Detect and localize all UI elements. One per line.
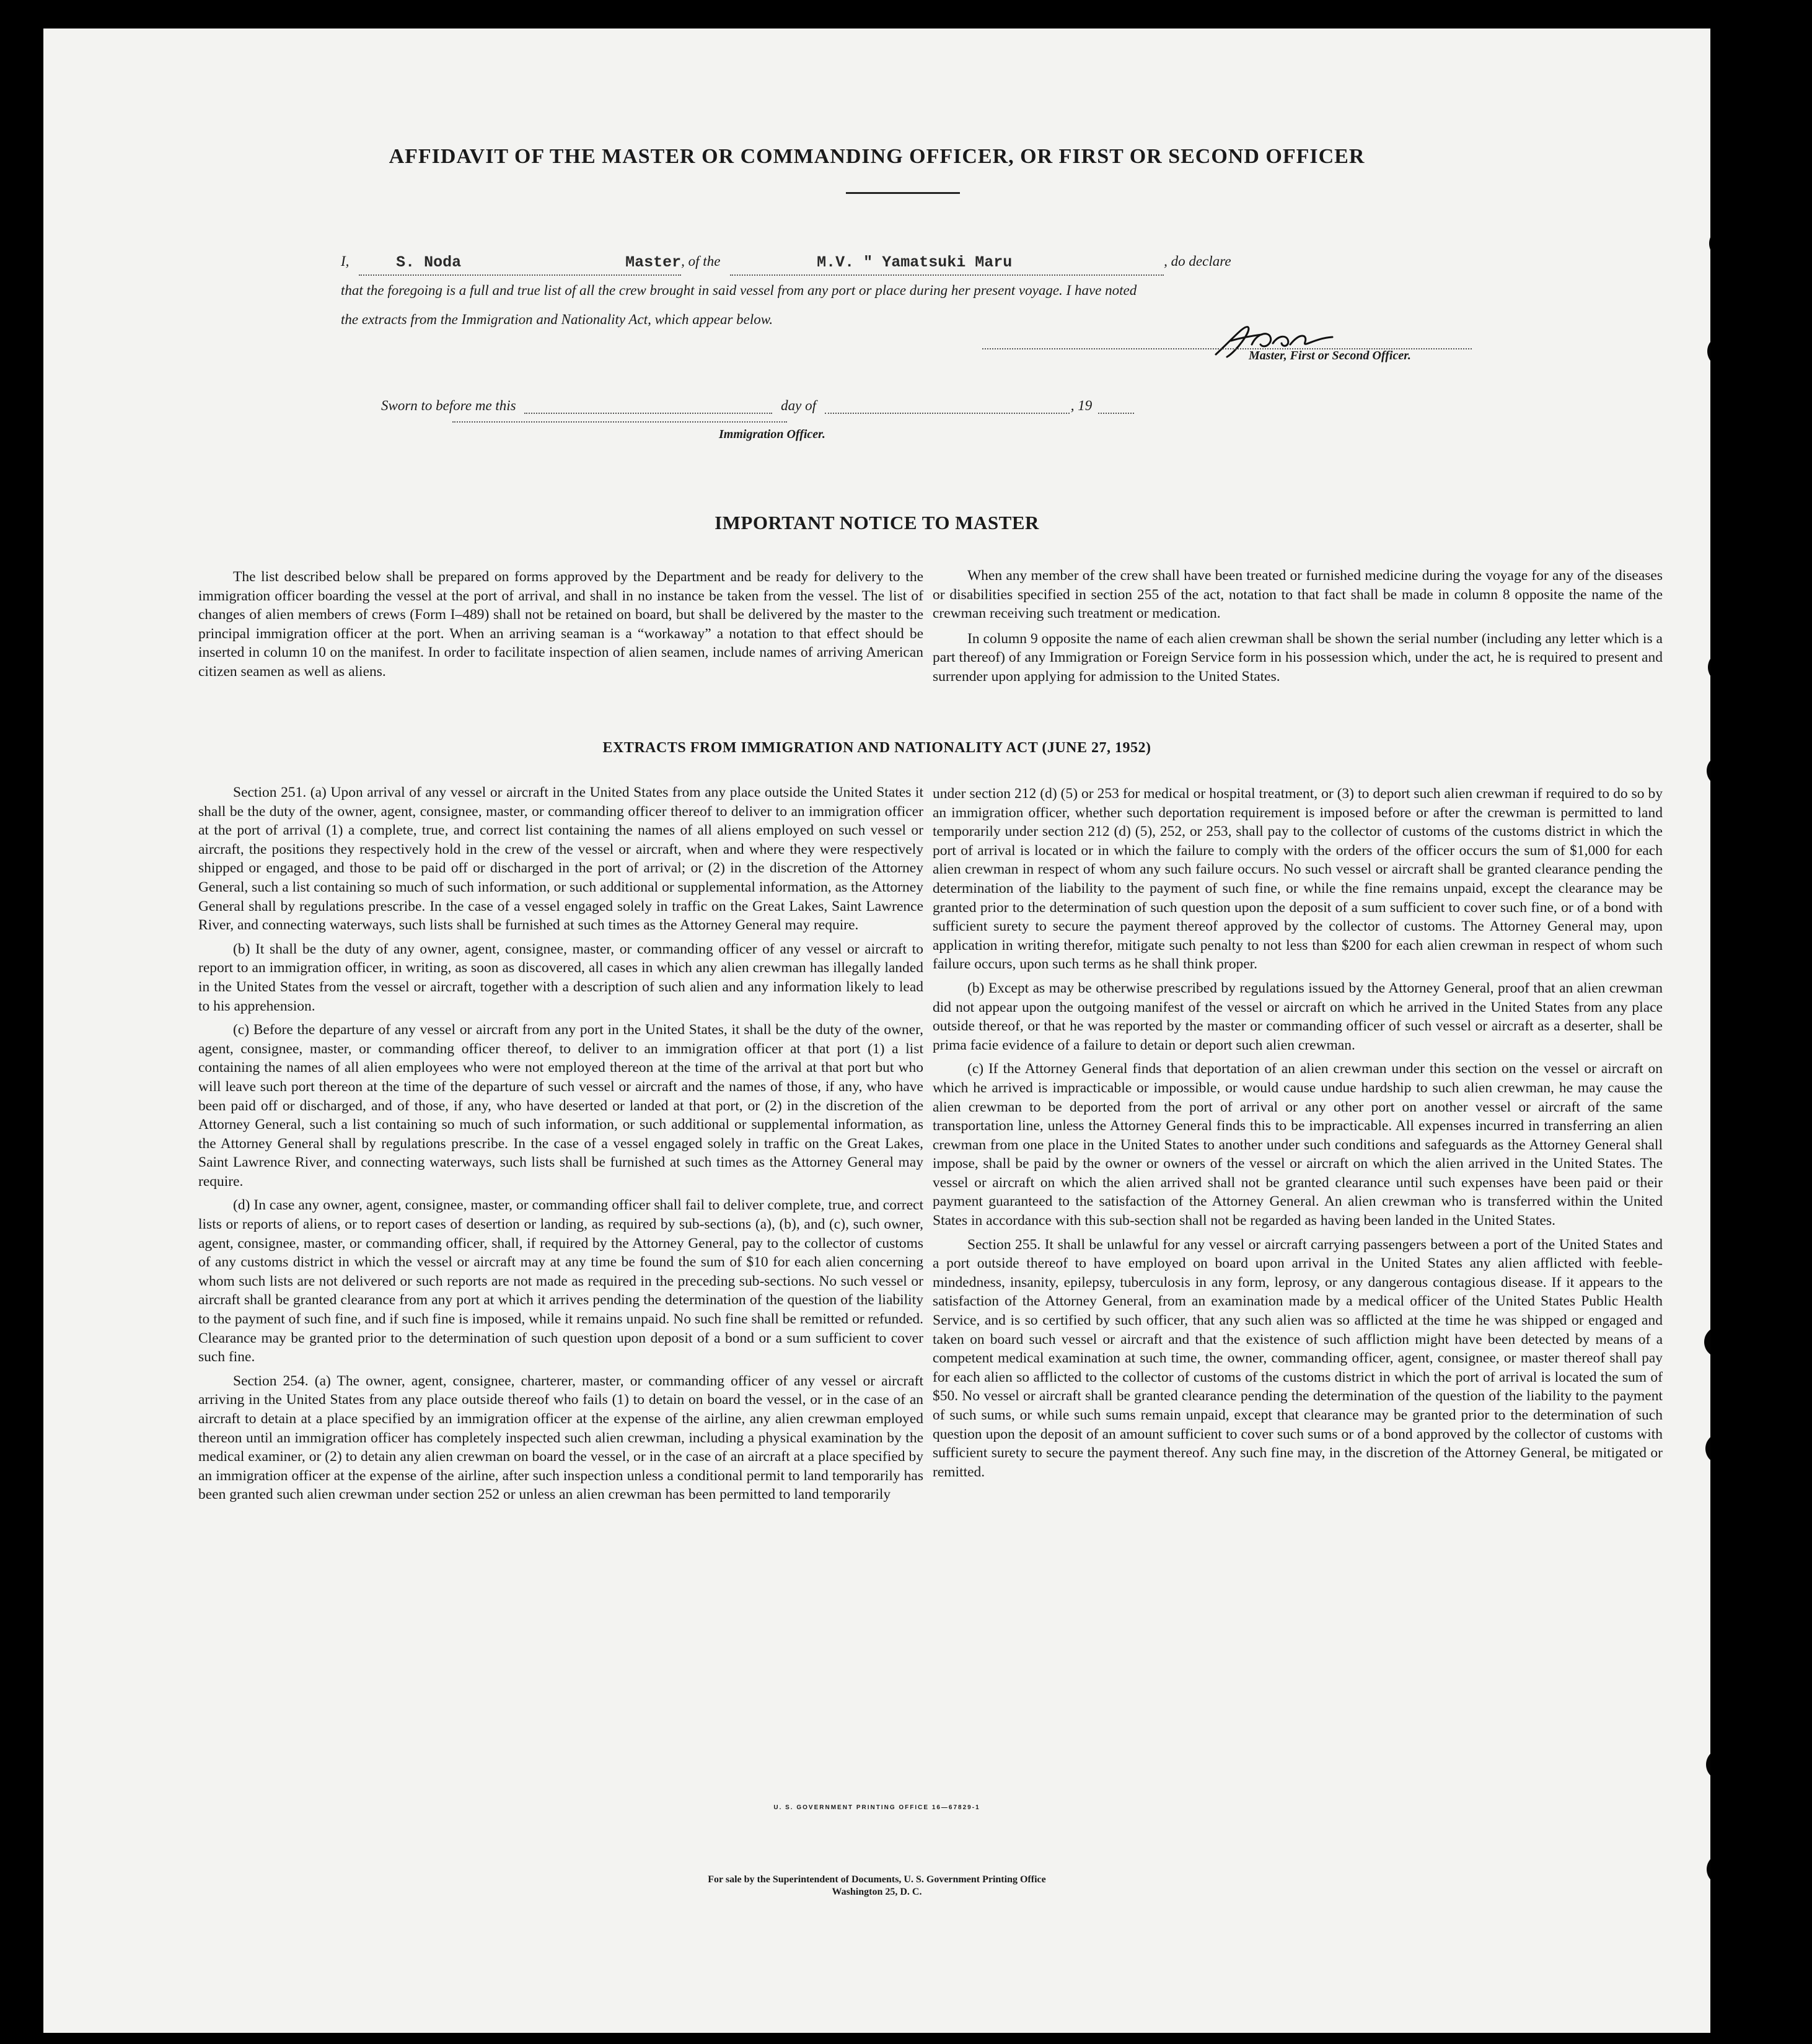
signature-caption: Master, First or Second Officer. [1249, 349, 1411, 362]
sworn-year-field [1098, 394, 1134, 414]
punch-hole [1707, 755, 1710, 786]
sale-line-2: Washington 25, D. C. [832, 1887, 922, 1897]
extracts-right-column [933, 784, 1663, 1486]
day-of-label: day of [781, 398, 816, 413]
sworn-line [381, 394, 1134, 414]
section-251-b: (b) It shall be the duty of any owner, agent, consignee, master, or commanding officer of any vessel or aircraft to report to an immigration officer, in writing, as soon as discovered, all cases in which any alien crewman has illegally landed in the United States from the vessel or aircraft, together with a description of such alien and any information likely to lead to his apprehension. [198, 941, 923, 1014]
officer-name-field [359, 253, 682, 276]
printing-office-line: U. S. GOVERNMENT PRINTING OFFICE 16—67829-1 [773, 1804, 980, 1811]
sale-notice [43, 1874, 1710, 1898]
of-the-label: , of the [681, 253, 721, 269]
section-255: Section 255. It shall be unlawful for any vessel or aircraft carrying passengers between a port of the United States and a port outside thereof to have employed on board upon arrival in the United States any alien afflicted with feeble-mindedness, insanity, epilepsy, tuberculosis in any form, leprosy, or any dangerous contagious disease. If it appears to the satisfaction of the Attorney General, from an examination made by a medical officer of the United States Public Health Service, and is so certified by such officer, that any such alien was so afflicted at the time he was shipped or engaged and taken on board such vessel or aircraft and that the existence of such affliction might have been detected by means of a competent medical examination at such time, the owner, commanding officer, agent, consignee, or master thereof shall pay for each alien so afflicted to the collector of customs of the customs district in which the port of arrival is located the sum of $50. No vessel or aircraft shall be granted clearance pending the determination of the question of the liability to the payment of such sums, or while such sums remain unpaid, except that clearance may be granted prior to the determination of such question upon the deposit of an amount sufficient to cover such sums or of a bond approved by the collector of customs with sufficient surety to secure the payment thereof. Any such fine may, in the discretion of the Attorney General, be mitigated or remitted. [933, 1236, 1663, 1480]
section-251-d: (d) In case any owner, agent, consignee, master, or commanding officer shall fail to deliver complete, true, and correct lists or reports of aliens, or to report cases of desertion or landing, as required by sub-sections (a), (b), and (c), such owner, agent, consignee, master, or commanding officer, shall, if required by the Attorney General, pay to the collector of customs of any customs district in which the vessel or aircraft may at any time be found the sum of $10 for each alien concerning whom such lists are not delivered or such reports are not made as required in the preceding sub-sections. No such vessel or aircraft shall be granted clearance from any port at which it arrives pending the determination of the question of the liability to the payment of such fine, and if such fine is imposed, while it remains unpaid. No such fine shall be remitted or refunded. Clearance may be granted prior to the determination of such question upon deposit of a bond or a sum sufficient to cover such fine. [198, 1197, 923, 1366]
section-251-c: (c) Before the departure of any vessel or aircraft from any port in the United States, it shall be the duty of the owner, agent, consignee, master, or commanding officer thereof, to deliver to an immigration officer at that port (1) a list containing the names of all alien employees who were not employed thereon at the time of the arrival at that port but who will leave such port thereon at the time of the departure of such vessel or aircraft and the names of those, if any, who have been paid off or discharged, and of those, if any, who have deserted or landed at that port, or (2) in the discretion of the Attorney General, such a list containing so much of such information, or such additional or supplemental information, as the Attorney General shall by regulations prescribe. In the case of a vessel engaged solely in traffic on the Great Lakes, Saint Lawrence River, and connecting waterways, such lists shall be furnished at such times as the Attorney General may require. [198, 1022, 923, 1190]
section-254-c: (c) If the Attorney General finds that deportation of an alien crewman under this section on the vessel or aircraft on which he arrived is impracticable or impossible, or would cause undue hardship to such alien crewman, he may cause the alien crewman to be deported from the port of arrival or any other port on another vessel or aircraft of the same transportation line, unless the Attorney General finds this to be impracticable. All expenses incurred in transferring an alien crewman from one place in the United States to another under such conditions and safeguards as the Attorney General shall impose, shall be paid by the owner or owners of the vessel or aircraft on which the alien arrived in the United States. The vessel or aircraft on which the alien arrived shall not be granted clearance until such expenses have been paid or their payment guaranteed to the satisfaction of the Attorney General. An alien crewman who is transferred within the United States in accordance with this sub-section shall not be regarded as having been landed in the United States. [933, 1061, 1663, 1229]
year-label: , 19 [1070, 398, 1093, 413]
punch-hole [1706, 1749, 1710, 1780]
affidavit-page [43, 29, 1710, 2033]
immigration-officer-caption: Immigration Officer. [719, 428, 825, 441]
sale-line-1: For sale by the Superintendent of Documents, U. S. Government Printing Office [708, 1874, 1046, 1885]
section-254-b: (b) Except as may be otherwise prescribed by regulations issued by the Attorney General, proof that an alien crewman did not appear upon the outgoing manifest of the vessel or aircraft on which he arrived in the United States from any place outside thereof, or that he was reported by the master or commanding officer of such vessel or aircraft as a deserter, shall be prima facie evidence of a failure to detain or deport such alien crewman. [933, 980, 1663, 1053]
officer-name: S. Noda [396, 253, 462, 271]
title-divider [846, 192, 960, 194]
punch-hole [1704, 1327, 1710, 1358]
notice-paragraph: When any member of the crew shall have been treated or furnished medicine during the voyage for any of the diseases or disabilities specified in section 255 of the act, notation to that fact shall be made in column 8 opposite the name of the crewman receiving such treatment or medication. [933, 568, 1663, 622]
punch-hole [1709, 228, 1710, 259]
extracts-title: EXTRACTS FROM IMMIGRATION AND NATIONALITY ACT (JUNE 27, 1952) [602, 740, 1151, 756]
punch-hole [1705, 1433, 1710, 1464]
section-254-a-continued: under section 212 (d) (5) or 253 for medical or hospital treatment, or (3) to deport such alien crewman if required to do so by an immigration officer, whether such deportation requirement is imposed before or after the crewman is permitted to land temporarily under section 212 (d) (5), 252, or 253, shall pay to the collector of customs of the customs district in which the port of arrival is located or in which the failure to comply with the orders of the officer occurs the sum of $1,000 for each alien crewman in respect of whom any such failure occurs. No such vessel or aircraft shall be granted clearance pending the determination of the liability to the payment of such fine, or while the fine remains unpaid, except the clearance may be granted prior to the determination of such question upon the deposit of a sum sufficient to cover such fine, or of a bond with sufficient surety to secure the payment thereof approved by the collector of customs. The Attorney General may, upon application in writing therefor, mitigate such penalty to not less than $200 for each alien crewman in respect of whom such failure occurs, upon such terms as he shall think proper. [933, 786, 1663, 973]
extracts-left-column [198, 783, 923, 1509]
section-254-a: Section 254. (a) The owner, agent, consignee, charterer, master, or commanding officer of any vessel or aircraft arriving in the United States from any place outside thereof who fails (1) to detain on board the vessel, or in the case of an aircraft to detain at a place specified by an immigration officer at the expense of the airline, any alien crewman employed thereon until an immigration officer has completely inspected such alien crewman, including a physical examination by the medical examiner, or (2) to detain any alien crewman on board the vessel, or in the case of an aircraft at a place specified by an immigration officer at the expense of the airline, after such inspection unless a conditional permit to land temporarily has been granted such alien crewman under section 252 or unless an alien crewman has been permitted to land temporarily [198, 1372, 923, 1503]
vessel-name-field [730, 253, 1164, 276]
sworn-day-field [524, 394, 772, 414]
immigration-officer-line [452, 421, 787, 423]
declaration-line-1 [341, 247, 1512, 276]
affidavit-title: AFFIDAVIT OF THE MASTER OR COMMANDING OFFICER, OR FIRST OR SECOND OFFICER [389, 145, 1365, 168]
vessel-name: M.V. " Yamatsuki Maru [817, 253, 1013, 271]
notice-left-column [198, 568, 923, 686]
declaration-line-2: that the foregoing is a full and true list of all the crew brought in said vessel from any port or place during her present voyage. I have noted [341, 283, 1137, 298]
punch-hole [1708, 652, 1710, 683]
section-251-a: Section 251. (a) Upon arrival of any vessel or aircraft in the United States from any place outside the United States it shall be the duty of the owner, agent, consignee, master, or commanding officer thereof to deliver to an immigration officer at the port of arrival (1) a complete, true, and correct list containing the names of all aliens employed on such vessel or aircraft, the positions they respectively hold in the crew of the vessel or aircraft, when and where they were respectively shipped or engaged, and those to be paid off or discharged in the port of arrival; or (2) in the discretion of the Attorney General, such a list containing so much of such information, or such additional or supplemental information, as the Attorney General shall by regulations prescribe. In the case of a vessel engaged solely in traffic on the Great Lakes, Saint Lawrence River, and connecting waterways, such lists shall be furnished at such times as the Attorney General may require. [198, 784, 923, 934]
sworn-label: Sworn to before me this [381, 398, 516, 413]
notice-paragraph: The list described below shall be prepared on forms approved by the Department and be ready for delivery to the immigration officer boarding the vessel at the port of arrival, and shall in no instance be taken from the vessel. The list of changes of alien members of crews (Form I–489) shall not be retained on board, but shall be delivered by the master to the principal immigration officer at the port. When an arriving seaman is a “workaway” a notation to that effect should be inserted in column 10 on the manifest. In order to facilitate inspection of alien seamen, include names of arriving American citizen seamen as well as aliens. [198, 569, 923, 680]
declaration-suffix: , do declare [1164, 253, 1231, 269]
notice-right-column [933, 566, 1663, 691]
punch-hole [1707, 336, 1710, 367]
declaration-prefix: I, [341, 253, 350, 269]
officer-rank: Master [625, 253, 682, 271]
declaration-line-3: the extracts from the Immigration and Nationality Act, which appear below. [341, 312, 773, 327]
notice-paragraph: In column 9 opposite the name of each alien crewman shall be shown the serial number (including any letter which is a part thereof) of any Immigration or Foreign Service form in his possession which, under the act, he is required to present and surrender upon applying for admission to the United States. [933, 630, 1663, 685]
sworn-month-field [825, 394, 1070, 414]
notice-title: IMPORTANT NOTICE TO MASTER [715, 512, 1039, 533]
